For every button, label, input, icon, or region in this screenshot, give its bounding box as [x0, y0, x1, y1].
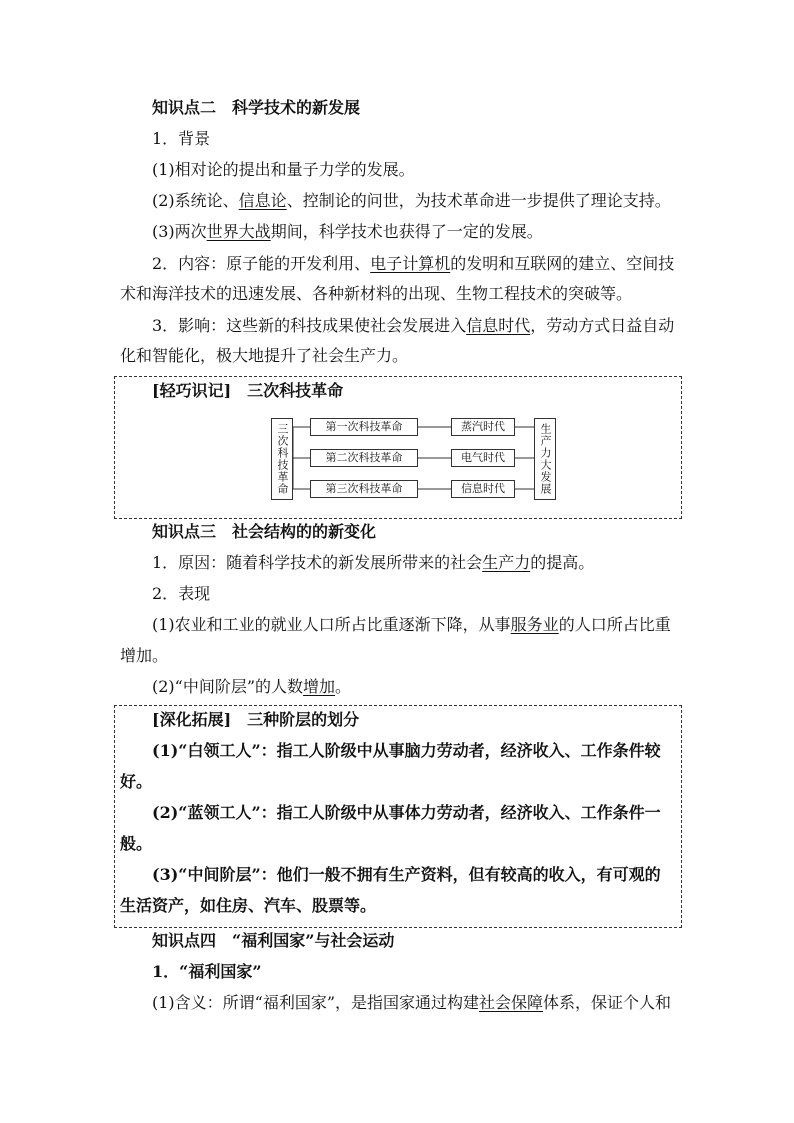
- background-item-3: (3)两次世界大战期间，科学技术也获得了一定的发展。: [152, 222, 543, 241]
- background-item-2: (2)系统论、信息论、控制论的问世，为技术革命进一步提供了理论支持。: [152, 191, 671, 210]
- extension-box-title: [深化拓展] 三种阶层的划分: [152, 710, 360, 729]
- impact-paragraph-line-2: 化和智能化，极大地提升了社会生产力。: [120, 346, 409, 365]
- section-heading-kp4: 知识点四 “福利国家”与社会运动: [152, 931, 395, 950]
- underlined-term: 世界大战: [206, 222, 271, 241]
- extension-item-3-line-1: (3)“中间阶层”：他们一般不拥有生产资料，但有较高的收入，有可观的: [152, 865, 661, 884]
- content-paragraph-line-2: 术和海洋技术的迅速发展、各种新材料的出现、生物工程技术的突破等。: [120, 284, 633, 303]
- diagram-era-3: 信息时代: [451, 480, 515, 498]
- background-title: 1．背景: [152, 129, 211, 148]
- underlined-term: 信息论: [238, 191, 287, 210]
- diagram-era-2: 电气时代: [451, 449, 515, 467]
- section-heading-kp3: 知识点三 社会结构的的新变化: [152, 522, 377, 541]
- welfare-state-subtitle: 1．“福利国家”: [152, 962, 262, 981]
- background-item-1: (1)相对论的提出和量子力学的发展。: [152, 160, 415, 179]
- underlined-term: 社会保障: [479, 993, 544, 1012]
- extension-item-3-line-2: 生活资产，如住房、汽车、股票等。: [120, 896, 377, 915]
- extension-item-1-line-1: (1)“白领工人”：指工人阶级中从事脑力劳动者，经济收入、工作条件较: [152, 741, 661, 760]
- diagram-revolution-3: 第三次科技革命: [310, 480, 418, 498]
- diagram-left-label: 三次科技革命: [271, 418, 293, 500]
- section-heading-kp2: 知识点二 科学技术的新发展: [152, 98, 361, 117]
- diagram-right-label: 生产力大发展: [534, 418, 556, 500]
- underlined-term: 信息时代: [466, 316, 531, 335]
- diagram-revolution-1: 第一次科技革命: [310, 418, 418, 436]
- diagram-era-1: 蒸汽时代: [451, 418, 515, 436]
- content-paragraph-line-1: 2．内容：原子能的开发利用、电子计算机的发明和互联网的建立、空间技: [152, 254, 675, 273]
- extension-item-2-line-1: (2)“蓝领工人”：指工人阶级中从事体力劳动者，经济收入、工作条件一: [152, 803, 661, 822]
- extension-item-2-line-2: 般。: [120, 834, 153, 853]
- extension-item-1-line-2: 好。: [120, 772, 153, 791]
- performance-item-1-line-2: 增加。: [120, 646, 169, 665]
- underlined-term: 服务业: [510, 615, 559, 634]
- performance-title: 2．表现: [152, 584, 211, 603]
- performance-item-2: (2)“中间阶层”的人数增加。: [152, 677, 352, 696]
- diagram-revolution-2: 第二次科技革命: [310, 449, 418, 467]
- welfare-definition-line-1: (1)含义：所谓“福利国家”，是指国家通过构建社会保障体系，保证个人和: [152, 993, 672, 1012]
- underlined-term: 电子计算机: [370, 254, 451, 273]
- impact-paragraph-line-1: 3．影响：这些新的科技成果使社会发展进入信息时代，劳动方式日益自动: [152, 316, 675, 335]
- underlined-term: 增加: [303, 677, 336, 696]
- underlined-term: 生产力: [482, 553, 531, 572]
- performance-item-1-line-1: (1)农业和工业的就业人口所占比重逐渐下降，从事服务业的人口所占比重: [152, 615, 671, 634]
- memo-box-title: [轻巧识记] 三次科技革命: [152, 381, 344, 400]
- cause-paragraph: 1．原因：随着科学技术的新发展所带来的社会生产力的提高。: [152, 553, 595, 572]
